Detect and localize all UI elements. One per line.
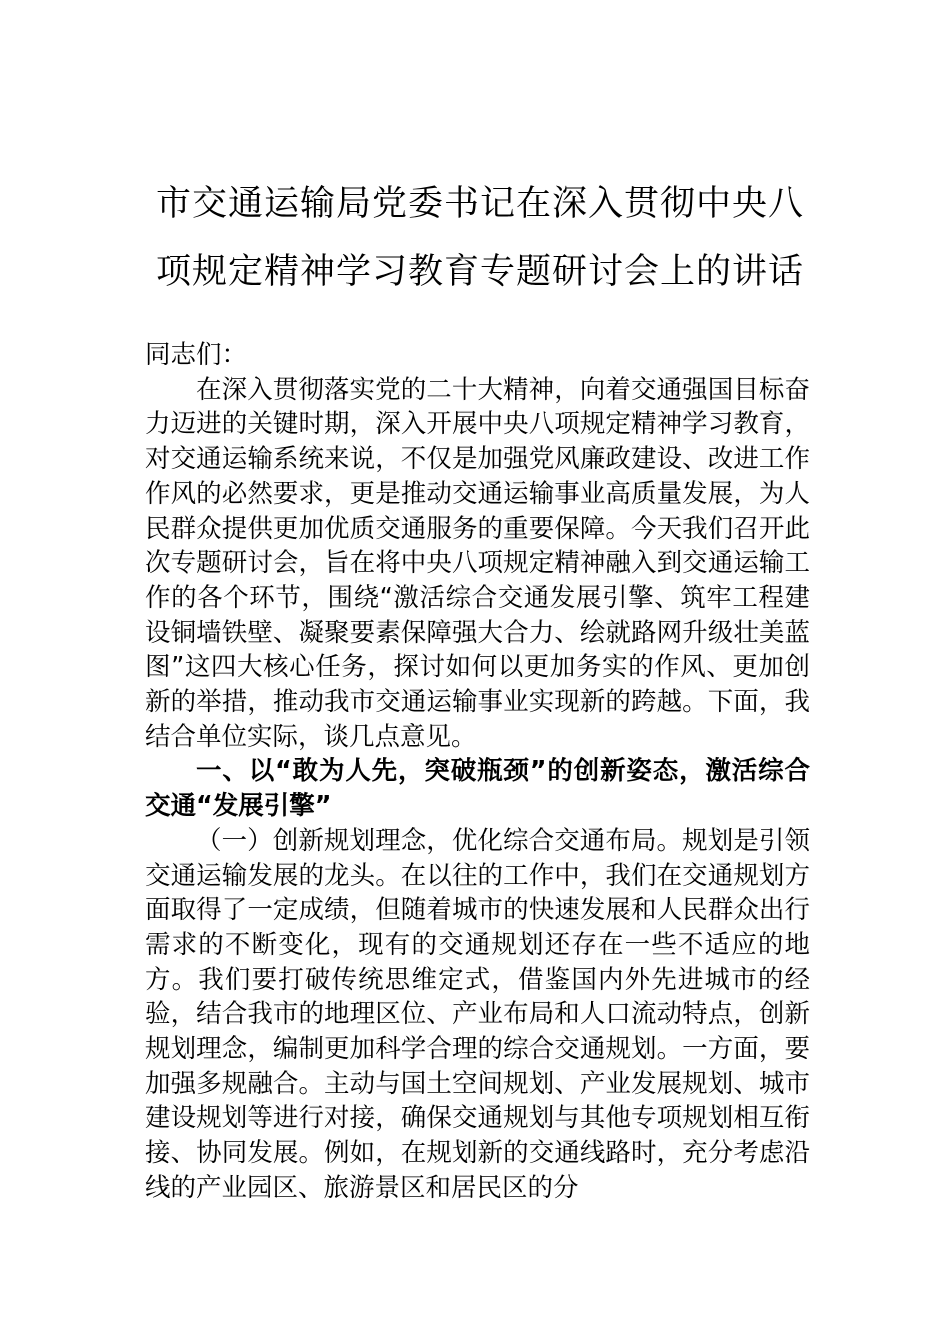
title-line-2: 项规定精神学习教育专题研讨会上的讲话	[155, 252, 804, 292]
subsection-paragraph-1: （一）创新规划理念，优化综合交通布局。规划是引领交通运输发展的龙头。在以往的工作中，我们在交通规划方面取得了一定成绩，但随着城市的快速发展和人民群众出行需求的不断变化，现有的交通规划还存在一些不适应的地方。我们要打破传统思维定式，借鉴国内外先进城市的经验，结合我市的地理区位、产业布局和人口流动特点，创新规划理念，编制更加科学合理的综合交通规划。一方面，要加强多规融合。主动与国土空间规划、产业发展规划、城市建设规划等进行对接，确保交通规划与其他专项规划相互衔接、协同发展。例如，在规划新的交通线路时，充分考虑沿线的产业园区、旅游景区和居民区的分	[145, 825, 810, 1203]
intro-paragraph: 在深入贯彻落实党的二十大精神，向着交通强国目标奋力迈进的关键时期，深入开展中央八项规定精神学习教育，对交通运输系统来说，不仅是加强党风廉政建设、改进工作作风的必然要求，更是推动交通运输事业高质量发展，为人民群众提供更加优质交通服务的重要保障。今天我们召开此次专题研讨会，旨在将中央八项规定精神融入到交通运输工作的各个环节，围绕“激活综合交通发展引擎、筑牢工程建设铜墙铁壁、凝聚要素保障强大合力、绘就路网升级壮美蓝图”这四大核心任务，探讨如何以更加务实的作风、更加创新的举措，推动我市交通运输事业实现新的跨越。下面，我结合单位实际，谈几点意见。	[145, 374, 810, 752]
section-heading-1: 一、以“敢为人先，突破瓶颈”的创新姿态，激活综合交通“发展引擎”	[145, 756, 810, 822]
salutation: 同志们：	[145, 340, 248, 370]
title-line-1: 市交通运输局党委书记在深入贯彻中央八	[155, 184, 804, 224]
document-body	[145, 338, 810, 1206]
document-title	[145, 170, 815, 306]
